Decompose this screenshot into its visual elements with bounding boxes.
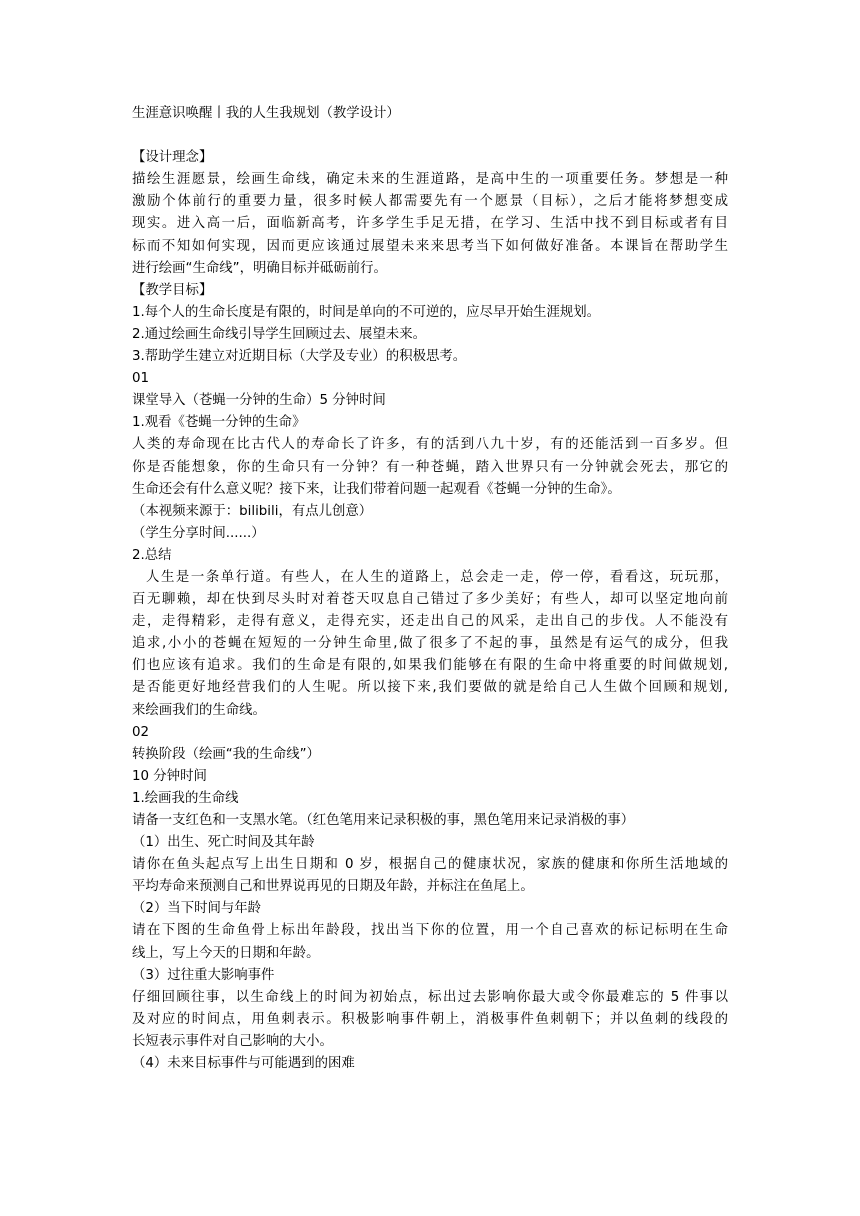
step-title: （4）未来目标事件与可能遇到的困难	[132, 1056, 355, 1072]
goals-heading: 【教学目标】	[132, 282, 213, 298]
paragraph-line: 请你在鱼头起点写上出生日期和 0 岁，根据自己的健康状况，家族的健康和你所生活地域的	[132, 857, 728, 873]
step-title: （2）当下时间与年龄	[132, 901, 262, 917]
paragraph-line: 你是否能想象，你的生命只有一分钟？有一种苍蝇，踏入世界只有一分钟就会死去，那它的	[132, 459, 728, 475]
paragraph-line: 平均寿命来预测自己和世界说再见的日期及年龄，并标注在鱼尾上。	[132, 879, 534, 895]
materials-instruction: 请备一支红色和一支黑水笔。（红色笔用来记录积极的事，黑色笔用来记录消极的事）	[132, 813, 635, 828]
paragraph-line: 及对应的时间点，用鱼刺表示。积极影响事件朝上，消极事件鱼刺朝下；并以鱼刺的线段的	[132, 1011, 728, 1027]
paragraph-line: 描绘生涯愿景，绘画生命线，确定未来的生涯道路，是高中生的一项重要任务。梦想是一种	[132, 172, 728, 188]
paragraph-line: 生命还会有什么意义呢？接下来，让我们带着问题一起观看《苍蝇一分钟的生命》。	[132, 481, 621, 497]
paragraph-line: 激励个体前行的重要力量，很多时候人都需要先有一个愿景（目标），之后才能将梦想变成	[132, 194, 728, 210]
document-title: 生涯意识唤醒丨我的人生我规划（教学设计）	[132, 106, 400, 121]
paragraph-line: 们也应该有追求。我们的生命是有限的,如果我们能够在有限的生命中将重要的时间做规划,	[132, 658, 728, 674]
paragraph-line: 进行绘画“生命线”，明确目标并砥砺前行。	[132, 260, 387, 276]
step-title: （1）出生、死亡时间及其年龄	[132, 835, 315, 851]
design-heading: 【设计理念】	[132, 150, 213, 166]
paragraph-line: 标而不知如何实现，因而更应该通过展望未来来思考当下如何做好准备。本课旨在帮助学生	[132, 238, 728, 254]
section-time: 10 分钟时间	[132, 768, 207, 784]
paragraph-line: 是否能更好地经营我们的人生呢。所以接下来,我们要做的就是给自己人生做个回顾和规划,	[132, 680, 728, 696]
subsection-heading: 1.观看《苍蝇一分钟的生命》	[132, 415, 306, 431]
paragraph-line: 仔细回顾往事，以生命线上的时间为初始点，标出过去影响你最大或令你最难忘的 5 件事以	[132, 989, 728, 1005]
intro-paragraph	[132, 434, 728, 500]
paragraph-line: 人生是一条单行道。有些人，在人生的道路上，总会走一走，停一停，看看这，玩玩那，	[146, 569, 728, 585]
section-number: 01	[132, 371, 150, 387]
summary-paragraph	[132, 567, 728, 722]
section-number: 02	[132, 724, 150, 740]
step-title: （3）过往重大影响事件	[132, 967, 275, 983]
paragraph-line: 百无聊赖，却在快到尽头时对着苍天叹息自己错过了多少美好；有些人，却可以坚定地向前	[132, 592, 728, 608]
subsection-heading: 1.绘画我的生命线	[132, 790, 239, 806]
section-title: 转换阶段（绘画“我的生命线”）	[132, 746, 320, 762]
paragraph-line: 走，走得精彩，走得有意义，走得充实，还走出自己的风采，走出自己的步伐。人不能没有	[132, 614, 728, 630]
goals-list	[132, 302, 728, 368]
subsection-heading: 2.总结	[132, 547, 172, 563]
design-paragraph	[132, 169, 728, 279]
paragraph-line: 追求,小小的苍蝇在短短的一分钟生命里,做了很多了不起的事，虽然是有运气的成分，但我	[132, 636, 728, 652]
paragraph-line: 现实。进入高一后，面临新高考，许多学生手足无措，在学习、生活中找不到目标或者有目	[132, 216, 728, 232]
paragraph-line: 长短表示事件对自己影响的大小。	[132, 1033, 333, 1049]
goal-item: 1.每个人的生命长度是有限的，时间是单向的不可逆的，应尽早开始生涯规划。	[132, 304, 601, 320]
goal-item: 2.通过绘画生命线引导学生回顾过去、展望未来。	[132, 326, 426, 342]
paragraph-line: 线上，写上今天的日期和年龄。	[132, 945, 320, 961]
blank-line	[132, 125, 728, 147]
paragraph-line: 人类的寿命现在比古代人的寿命长了许多，有的活到八九十岁，有的还能活到一百多岁。但	[132, 437, 728, 453]
paragraph-line: 请在下图的生命鱼骨上标出年龄段，找出当下你的位置，用一个自己喜欢的标记标明在生命	[132, 923, 728, 939]
video-source-note: （本视频来源于：bilibili，有点儿创意）	[132, 503, 373, 519]
goal-item: 3.帮助学生建立对近期目标（大学及专业）的积极思考。	[132, 349, 467, 365]
paragraph-line: 来绘画我们的生命线。	[132, 702, 266, 718]
section-title: 课堂导入（苍蝇一分钟的生命）5 分钟时间	[132, 393, 386, 409]
share-time-note: （学生分享时间......）	[132, 525, 265, 541]
